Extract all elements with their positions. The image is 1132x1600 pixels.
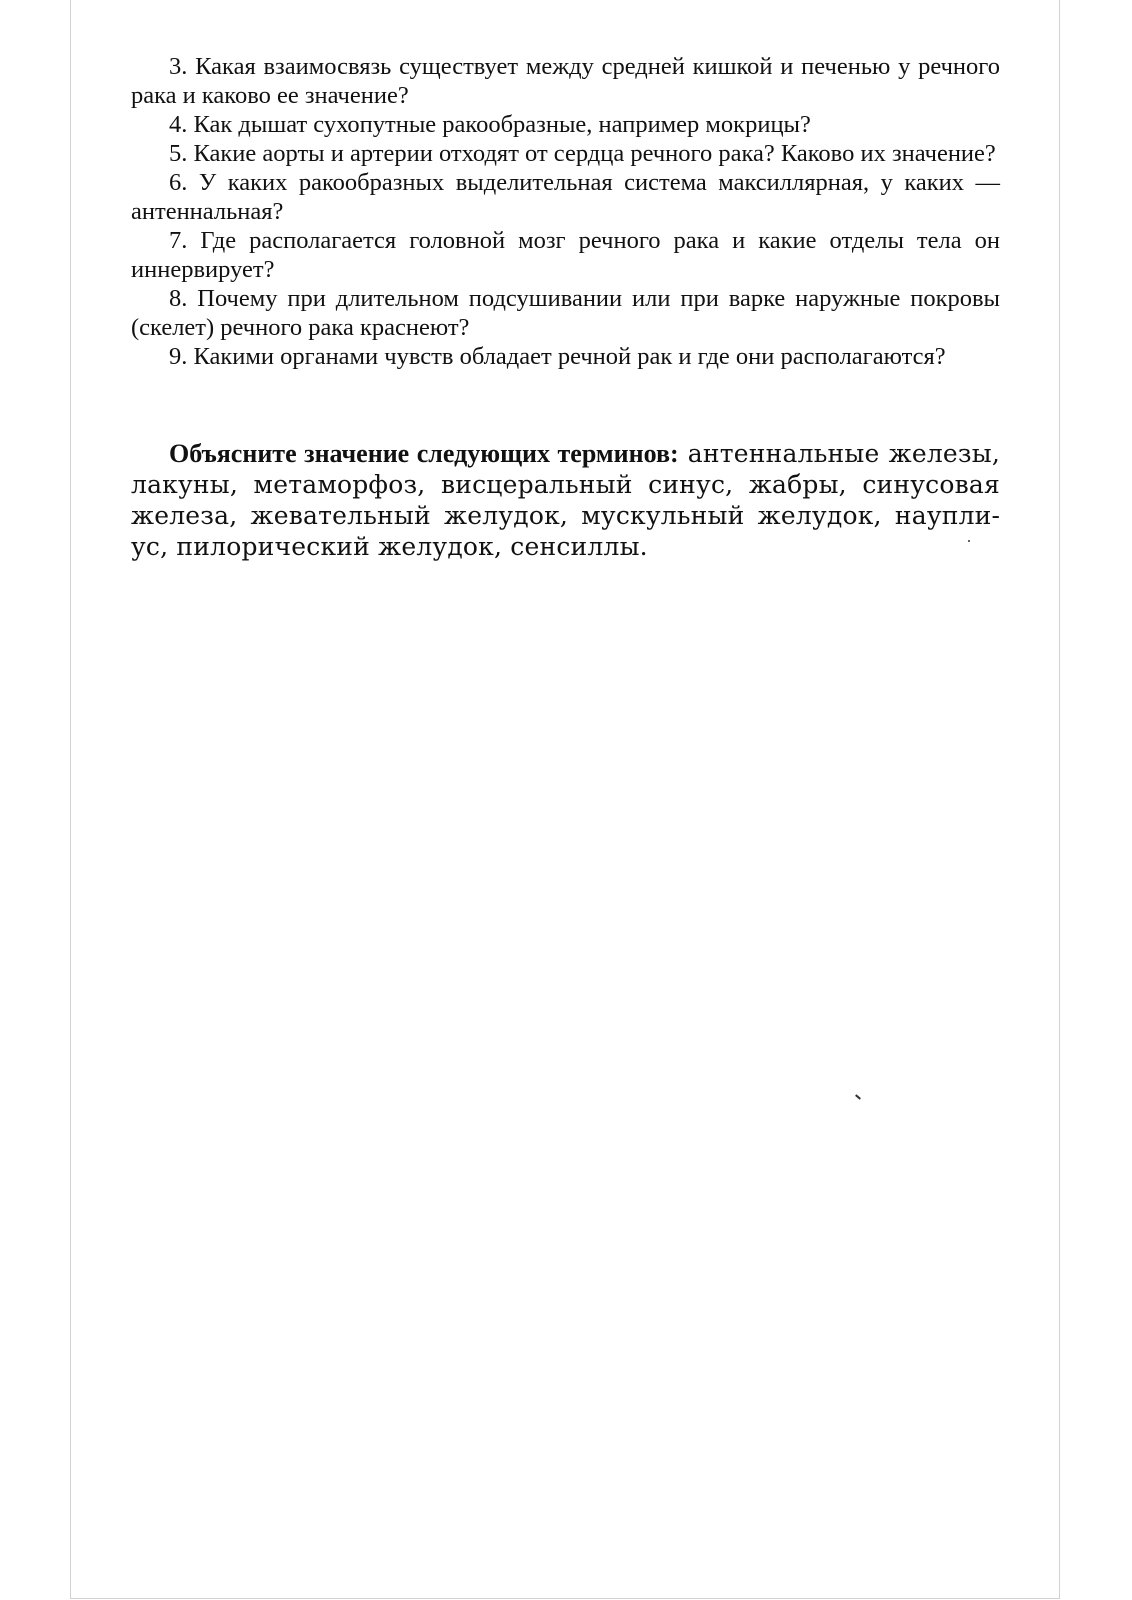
question-item: 4. Как дышат сухопутные ракообразные, например мокрицы? [169,111,811,138]
question-item: 3. Какая взаимосвязь существует между средней кишкой и печенью у речного рака и каково ее значение? [131,53,1000,109]
question-list [131,52,1000,371]
question-item: 6. У каких ракообразных выделительная система максиллярная, у каких — антеннальная? [131,169,1000,225]
terms-list: антеннальные железы, лакуны, метаморфоз, висцеральный синус, жабры, синусовая железа, жевательный желудок, мускульный желудок, науплиус, пилорический желудок, сенсиллы. [131,439,1000,561]
question-item: 7. Где располагается головной мозг речного рака и какие отделы тела он иннервирует? [131,227,1000,283]
scan-speck [968,540,970,542]
question-item: 8. Почему при длительном подсушивании или при варке наружные покровы (скелет) речного рака краснеют? [131,285,1000,341]
question-item: 5. Какие аорты и артерии отходят от сердца речного рака? Каково их значение? [169,140,996,167]
question-item: 9. Какими органами чувств обладает речной рак и где они располагаются? [169,343,946,370]
terms-heading: Объясните значение следующих терминов: [169,439,679,468]
terms-paragraph [131,438,1000,562]
